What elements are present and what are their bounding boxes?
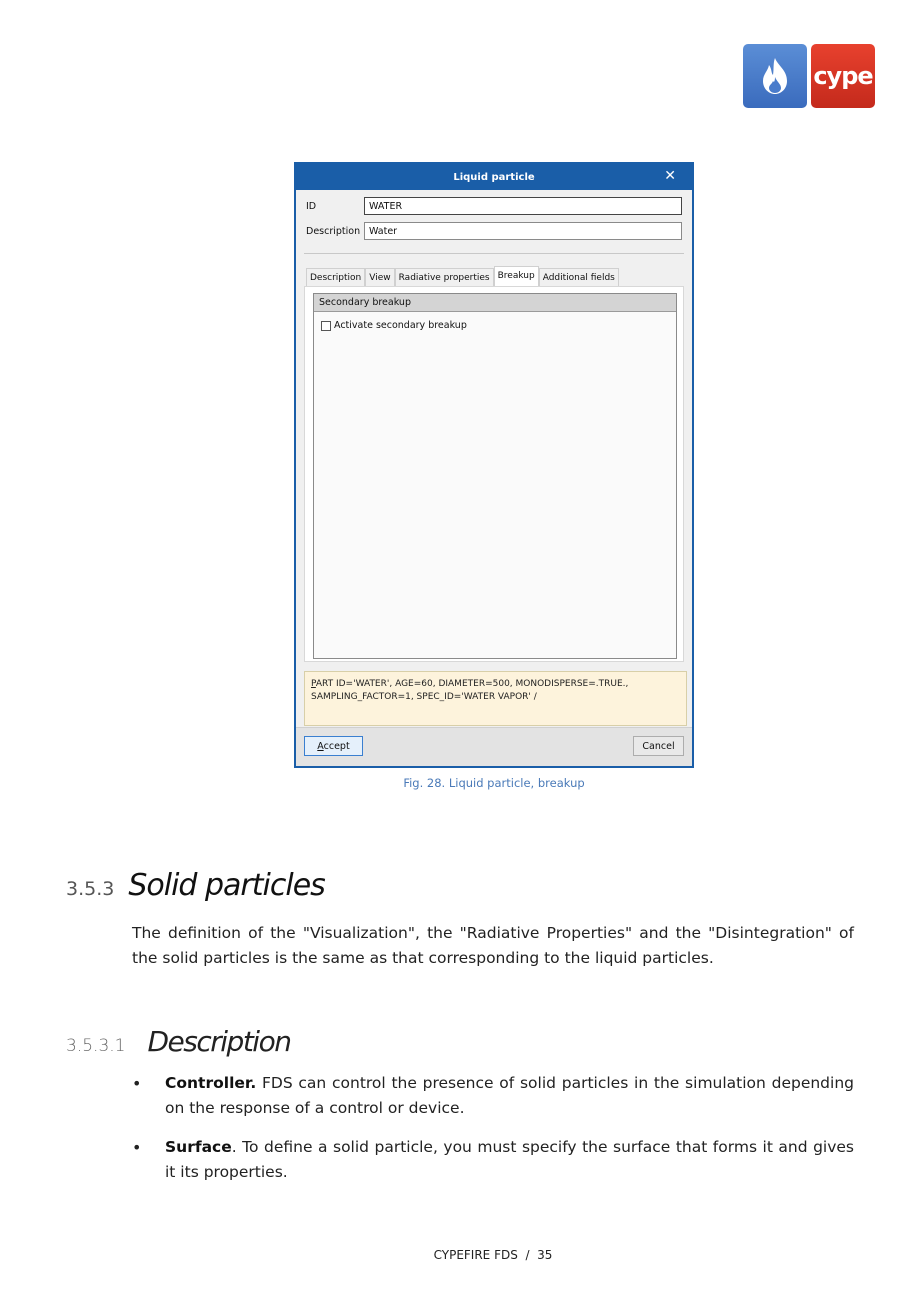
- tab-breakup[interactable]: Breakup: [494, 266, 539, 288]
- cype-wordmark: cype: [811, 44, 875, 108]
- tab-radiative-properties[interactable]: Radiative properties: [395, 268, 494, 287]
- section-number: 3.5.3: [66, 878, 115, 900]
- description-field-row: [306, 222, 682, 240]
- dialog-titlebar[interactable]: [296, 164, 692, 190]
- tab-bar: [306, 267, 619, 287]
- flame-icon: [743, 44, 807, 108]
- activate-secondary-breakup-checkbox[interactable]: [321, 320, 467, 331]
- id-field-row: [306, 197, 682, 215]
- close-icon[interactable]: ✕: [664, 168, 676, 184]
- checkbox-label: Activate secondary breakup: [334, 320, 467, 331]
- page-footer: CYPEFIRE FDS / 35: [433, 1248, 553, 1262]
- dialog-footer: [296, 727, 692, 766]
- id-input[interactable]: [364, 197, 682, 215]
- separator: [304, 253, 684, 254]
- subsection-heading: [66, 1025, 290, 1058]
- description-input[interactable]: [364, 222, 682, 240]
- tab-view[interactable]: View: [365, 268, 394, 287]
- subsection-number: 3.5.3.1: [66, 1036, 126, 1056]
- bullet-controller: • Controller. FDS can control the presence of solid particles in the simulation depending on the response of a control or device.: [132, 1071, 854, 1121]
- description-label: Description: [306, 225, 361, 237]
- id-label: ID: [306, 200, 317, 212]
- liquid-particle-dialog: [294, 162, 694, 768]
- section-title: Solid particles: [128, 868, 325, 903]
- cancel-button[interactable]: Cancel: [633, 736, 684, 756]
- checkbox-icon[interactable]: [321, 321, 331, 331]
- fds-code-preview: [304, 671, 687, 726]
- code-line-1: PART ID='WATER', AGE=60, DIAMETER=500, MONODISPERSE=.TRUE.,: [311, 679, 629, 689]
- cype-logo: [743, 44, 875, 108]
- tab-description[interactable]: Description: [306, 268, 365, 287]
- section-heading: [66, 868, 325, 903]
- code-line-2: SAMPLING_FACTOR=1, SPEC_ID='WATER VAPOR' /: [311, 692, 537, 702]
- section-paragraph: The definition of the "Visualization", the "Radiative Properties" and the "Disintegration" of the solid particles is the same as that corresponding to the liquid particles.: [132, 924, 854, 967]
- secondary-breakup-group: [313, 293, 677, 659]
- group-header: Secondary breakup: [314, 294, 676, 312]
- tab-additional-fields[interactable]: Additional fields: [539, 268, 619, 287]
- dialog-title: Liquid particle: [453, 171, 535, 183]
- figure-caption: Fig. 28. Liquid particle, breakup: [403, 776, 585, 790]
- bullet-surface: • Surface. To define a solid particle, you must specify the surface that forms it and gives it its properties.: [132, 1135, 854, 1185]
- breakup-tab-panel: [304, 286, 684, 662]
- subsection-title: Description: [147, 1025, 291, 1058]
- description-bullet-list: [132, 1071, 854, 1199]
- accept-button[interactable]: Accept: [304, 736, 363, 756]
